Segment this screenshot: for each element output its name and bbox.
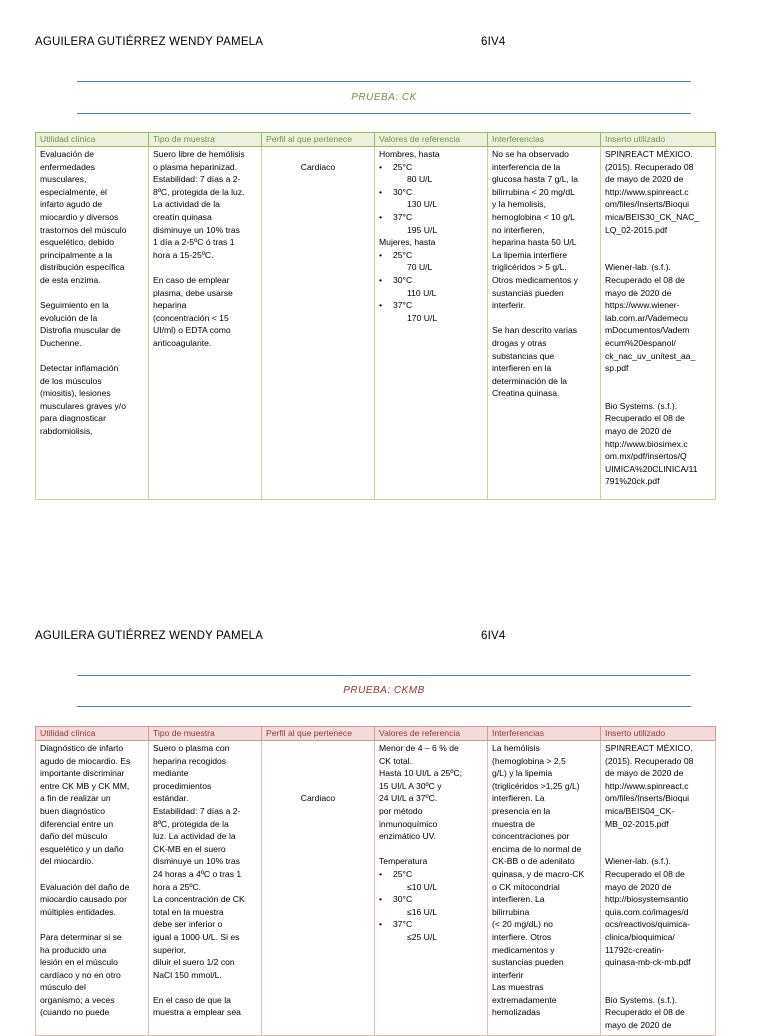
text-line: UI/ml) o EDTA como xyxy=(153,325,231,336)
text-line: Recuperado el 08 de xyxy=(605,1007,685,1018)
test-title: PRUEBA: CK xyxy=(351,92,417,103)
temperature: 37°C xyxy=(393,919,413,930)
text-line: evolución de la xyxy=(40,312,98,323)
column-header: Utilidad clínica xyxy=(36,133,149,147)
reference-label: Temperatura xyxy=(379,856,428,867)
reference-label: Hombres, hasta xyxy=(379,149,440,159)
text-line: http://www.biosimex.c xyxy=(605,438,688,449)
temperature: 30°C xyxy=(393,186,413,197)
text-line: 11792c-creatin- xyxy=(605,944,665,955)
text-line: de los músculos xyxy=(40,375,102,386)
test-title: PRUEBA: CKMB xyxy=(343,685,425,696)
text-line: CK-MB en el suero xyxy=(153,843,226,854)
reference-value: ≤25 U/L xyxy=(407,931,438,942)
text-line: om/files/Inserts/Bioqui xyxy=(605,793,690,804)
reference-value: 110 U/L xyxy=(407,287,437,298)
text-line: 791%20ck.pdf xyxy=(605,476,660,487)
text-line: distribución específica xyxy=(40,262,125,273)
text-line: Recuperado el 08 de xyxy=(605,868,685,879)
text-line: Estabilidad: 7 días a 2- xyxy=(153,174,241,185)
text-line: extremadamente xyxy=(492,994,557,1005)
text-line: mayo de 2020 de xyxy=(605,1020,672,1031)
text-line: http://www.spinreact.c xyxy=(605,780,689,791)
text-line: mica/BEIS30_CK_NAC_ xyxy=(605,211,700,222)
title-rule-bottom xyxy=(77,706,691,707)
text-line: quinasa, y de macro-CK xyxy=(492,868,585,879)
text-line: total en la muestra xyxy=(153,906,224,917)
temperature: 30°C xyxy=(393,894,413,905)
text-line: trastornos del músculo xyxy=(40,224,127,235)
bullet-icon: • xyxy=(379,274,383,285)
text-line: CK total. xyxy=(379,755,412,766)
bullet-item xyxy=(379,274,483,287)
text-line: diferencial entre un xyxy=(40,818,114,829)
text-line: miocardio y diversos xyxy=(40,211,119,222)
title-rule-top xyxy=(77,81,691,82)
text-line: estándar. xyxy=(153,793,189,804)
author-name: AGUILERA GUTIÉRREZ WENDY PAMELA xyxy=(35,630,264,642)
reference-label: Mujeres, hasta xyxy=(379,237,436,248)
text-line: 15 UI/L A 30ºC y xyxy=(379,780,442,791)
bullet-icon: • xyxy=(379,868,383,879)
column-header: Perfil al que pertenece xyxy=(262,727,375,741)
text-line: interferir. xyxy=(492,300,526,311)
reference-value: 130 U/L xyxy=(407,199,438,210)
text-line: hora a 25ºC. xyxy=(153,881,202,892)
text-line: MB_02-2015.pdf xyxy=(605,818,669,829)
reference-values-cell xyxy=(375,741,488,1036)
text-line: entre CK MB y CK MM, xyxy=(40,780,130,791)
reference-value: 170 U/L xyxy=(407,312,438,323)
column-header: Valores de referencia xyxy=(375,727,488,741)
column-header: Utilidad clínica xyxy=(36,727,149,741)
text-line: o plasma heparinizad. xyxy=(153,161,238,172)
clinical-utility-cell xyxy=(36,741,149,1036)
group-code: 6IV4 xyxy=(481,630,506,642)
text-line: La hemólisis xyxy=(492,743,540,753)
text-line: quia.com.co/images/d xyxy=(605,906,689,917)
temperature: 37°C xyxy=(393,211,413,222)
column-header: Perfil al que pertenece xyxy=(262,133,375,147)
profile-cell xyxy=(262,147,375,500)
bullet-item xyxy=(379,893,483,906)
text-line: (hemoglobina > 2,5 xyxy=(492,755,566,766)
bullet-icon: • xyxy=(379,161,383,172)
text-line: muestra a emplear sea xyxy=(153,1007,241,1018)
text-line: sustancias pueden xyxy=(492,287,564,298)
temperature: 25°C xyxy=(393,868,413,879)
temperature: 30°C xyxy=(393,274,413,285)
text-line: o CK mitocondrial xyxy=(492,881,560,892)
text-line: plasma, debe usarse xyxy=(153,287,233,298)
text-line: 1 día a 2-5ºC ó tras 1 xyxy=(153,237,235,248)
text-line: Seguimiento en la xyxy=(40,300,109,311)
text-line: superior, xyxy=(153,944,186,955)
text-line: SPINREACT MÉXICO. xyxy=(605,149,693,159)
text-line: para diagnosticar xyxy=(40,413,106,424)
text-line: La concentración de CK xyxy=(153,894,245,905)
text-line: Las muestras xyxy=(492,982,544,993)
text-line: drogas y otras xyxy=(492,337,547,348)
table-header-row xyxy=(36,727,716,741)
text-line: buen diagnóstico xyxy=(40,805,105,816)
text-line: interfieren. La xyxy=(492,793,545,804)
text-line: disminuye un 10% tras xyxy=(153,224,240,235)
bullet-item xyxy=(379,918,483,931)
text-line: En caso de emplear xyxy=(153,274,230,285)
text-line: enzimático UV. xyxy=(379,831,437,842)
text-line: ha producido una xyxy=(40,944,107,955)
text-line: Estabilidad: 7 días a 2- xyxy=(153,805,241,816)
text-line: La actividad de la xyxy=(153,199,220,210)
text-line: http://www.spinreact.c xyxy=(605,186,689,197)
text-line: Duchenne. xyxy=(40,337,82,348)
text-line: Hasta 10 UI/L a 25ºC; xyxy=(379,768,463,779)
text-line: sustancias pueden xyxy=(492,957,564,968)
text-line: http://biosystemsantio xyxy=(605,894,689,905)
text-line: Diagnóstico de infarto xyxy=(40,743,124,753)
text-line: interferir xyxy=(492,969,524,980)
text-line: interfieren. La xyxy=(492,894,545,905)
text-line: interferencia de la xyxy=(492,161,561,172)
text-line: 8ºC, protegida de la xyxy=(153,818,229,829)
bullet-icon: • xyxy=(379,300,383,311)
text-line: musculares, xyxy=(40,174,87,185)
text-line: miocardio causado por xyxy=(40,894,127,905)
text-line: heparina xyxy=(153,300,187,311)
text-line: cardíaco y no en otro xyxy=(40,969,121,980)
bullet-item xyxy=(379,868,483,881)
text-line: ocs/reactivos/quimica- xyxy=(605,919,691,930)
text-line: concentraciones por xyxy=(492,831,570,842)
text-line: (miositis), lesiones xyxy=(40,388,111,399)
text-line: (2015). Recuperado 08 xyxy=(605,755,694,766)
column-header: Interferencias xyxy=(488,727,601,741)
text-line: Evaluación del daño de xyxy=(40,881,130,892)
text-line: No se ha observado xyxy=(492,149,569,159)
text-line: heparina recogidos xyxy=(153,755,227,766)
text-line: rabdomiolisis, xyxy=(40,426,93,437)
title-rule-top xyxy=(77,675,691,676)
text-line: presencia en la xyxy=(492,805,551,816)
temperature: 37°C xyxy=(393,300,413,311)
table-row xyxy=(36,741,716,1036)
text-line: organismo; a veces xyxy=(40,994,115,1005)
text-line: lesión en el músculo xyxy=(40,957,118,968)
text-line: bilirrubina < 20 mg/dL xyxy=(492,186,575,197)
profile-cell xyxy=(262,741,375,1036)
profile-value: Cardiaco xyxy=(300,161,336,172)
text-line: encima de lo normal de xyxy=(492,843,582,854)
text-line: En el caso de que la xyxy=(153,994,231,1005)
text-line: (triglicéridos >1,25 g/L) xyxy=(492,780,580,791)
bullet-icon: • xyxy=(379,249,383,260)
text-line: Bio Systems. (s.f.). xyxy=(605,994,678,1005)
bullet-item xyxy=(379,299,483,312)
text-line: (2015). Recuperado 08 xyxy=(605,161,694,172)
text-line: de mayo de 2020 de xyxy=(605,768,684,779)
text-line: disminuye un 10% tras xyxy=(153,856,240,867)
text-line: de esta enzima. xyxy=(40,274,101,285)
text-line: medicamentos y xyxy=(492,944,555,955)
text-line: triglicéridos > 5 g/L. xyxy=(492,262,567,273)
text-line: Otros medicamentos y xyxy=(492,274,578,285)
text-line: mayo de 2020 de xyxy=(605,287,672,298)
reference-value: 80 U/L xyxy=(407,174,433,185)
column-header: Interferencias xyxy=(488,133,601,147)
test-table xyxy=(35,132,716,500)
text-line: La lipemia interfiere xyxy=(492,249,567,260)
text-line: creatín quinasa xyxy=(153,211,212,222)
text-line: hemoglobina < 10 g/L xyxy=(492,211,575,222)
reference-values-cell xyxy=(375,147,488,500)
bullet-item xyxy=(379,161,483,174)
column-header: Inserto utilizado xyxy=(601,133,716,147)
text-line: om/files/Inserts/Bioqui xyxy=(605,199,690,210)
interferences-cell xyxy=(488,147,601,500)
text-line: glucosa hasta 7 g/L, la xyxy=(492,174,578,185)
text-line: mayo de 2020 de xyxy=(605,426,672,437)
text-line: esquelético, debido xyxy=(40,237,115,248)
bullet-item xyxy=(379,186,483,199)
text-line: ecum%20espanol/ xyxy=(605,337,676,348)
text-line: Recuperado el 08 de xyxy=(605,413,685,424)
bullet-item xyxy=(379,249,483,262)
text-line: bilirrubina xyxy=(492,906,530,917)
interferences-cell xyxy=(488,741,601,1036)
text-line: músculo del xyxy=(40,982,86,993)
text-line: agudo de miocardio. Es xyxy=(40,755,131,766)
text-line: Suero o plasma con xyxy=(153,743,230,753)
bullet-icon: • xyxy=(379,186,383,197)
text-line: ck_nac_uv_unitest_aa_ xyxy=(605,350,696,361)
text-line: no interfieren, xyxy=(492,224,545,235)
text-line: SPINREACT MÉXICO. xyxy=(605,743,693,753)
text-line: daño del músculo xyxy=(40,831,108,842)
temperature: 25°C xyxy=(393,161,413,172)
text-line: clinica/bioquimica/ xyxy=(605,931,675,942)
group-code: 6IV4 xyxy=(481,36,506,48)
text-line: procedimientos xyxy=(153,780,212,791)
text-line: sp.pdf xyxy=(605,363,629,374)
text-line: luz. La actividad de la xyxy=(153,831,236,842)
clinical-utility-cell xyxy=(36,147,149,500)
text-line: quinasa-mb-ck-mb.pdf xyxy=(605,957,691,968)
reference-value: 70 U/L xyxy=(407,262,433,273)
text-line: hemolizadas xyxy=(492,1007,541,1018)
text-line: anticoagulante. xyxy=(153,337,212,348)
text-line: infarto agudo de xyxy=(40,199,103,210)
text-line: interfieren en la xyxy=(492,363,552,374)
bullet-item xyxy=(379,211,483,224)
text-line: (< 20 mg/dL) no xyxy=(492,919,553,930)
text-line: Menor de 4 – 6 % de xyxy=(379,743,459,753)
text-line: Bio Systems. (s.f.). xyxy=(605,400,678,411)
table-row xyxy=(36,147,716,500)
text-line: importante discriminar xyxy=(40,768,125,779)
reference-value: 195 U/L xyxy=(407,224,438,235)
text-line: Wiener-lab. (s.f.). xyxy=(605,856,671,867)
author-name: AGUILERA GUTIÉRREZ WENDY PAMELA xyxy=(35,36,264,48)
text-line: musculares graves y/o xyxy=(40,400,126,411)
text-line: muestra de xyxy=(492,818,535,829)
sample-type-cell xyxy=(149,741,262,1036)
text-line: igual a 1000 U/L. Si es xyxy=(153,931,240,942)
text-line: g/L) y la lipemia xyxy=(492,768,553,779)
text-line: múltiples entidades. xyxy=(40,906,116,917)
text-line: a fin de realizar un xyxy=(40,793,111,804)
text-line: esquelético y un daño xyxy=(40,843,124,854)
text-line: especialmente, el xyxy=(40,186,107,197)
column-header: Tipo de muestra xyxy=(149,727,262,741)
text-line: NaCl 150 mmol/L. xyxy=(153,969,222,980)
column-header: Inserto utilizado xyxy=(601,727,716,741)
text-line: LQ_02-2015.pdf xyxy=(605,224,668,235)
column-header: Tipo de muestra xyxy=(149,133,262,147)
text-line: Suero libre de hemólisis xyxy=(153,149,245,159)
text-line: https://www.wiener- xyxy=(605,300,680,311)
text-line: mediante xyxy=(153,768,189,779)
reference-value: ≤10 U/L xyxy=(407,881,438,892)
text-line: Wiener-lab. (s.f.). xyxy=(605,262,671,273)
text-line: om.mx/pdf/insertos/Q xyxy=(605,451,687,462)
insert-cell xyxy=(601,147,716,500)
text-line: UIMICA%20CLINICA/11 xyxy=(605,463,698,474)
text-line: 24 UI/L a 37ºC. xyxy=(379,793,438,804)
text-line: (cuando no puede xyxy=(40,1007,110,1018)
text-line: 24 horas a 4ºC o tras 1 xyxy=(153,868,242,879)
profile-value: Cardiaco xyxy=(300,793,336,804)
text-line: diluir el suero 1/2 con xyxy=(153,957,235,968)
bullet-icon: • xyxy=(379,211,383,222)
text-line: hora a 15-25ºC. xyxy=(153,249,214,260)
text-line: y la hemolisis, xyxy=(492,199,546,210)
text-line: 8ºC, protegida de la luz. xyxy=(153,186,245,197)
temperature: 25°C xyxy=(393,249,413,260)
text-line: del miocardio. xyxy=(40,856,94,867)
insert-cell xyxy=(601,741,716,1036)
text-line: mica/BEIS04_CK- xyxy=(605,805,675,816)
text-line: interfiere. Otros xyxy=(492,931,552,942)
column-header: Valores de referencia xyxy=(375,133,488,147)
text-line: principalmente a la xyxy=(40,249,113,260)
sample-type-cell xyxy=(149,147,262,500)
text-line: Para determinar si se xyxy=(40,931,122,942)
text-line: Distrofia muscular de xyxy=(40,325,121,336)
bullet-icon: • xyxy=(379,894,383,905)
table-header-row xyxy=(36,133,716,147)
test-table xyxy=(35,726,716,1036)
text-line: Se han descrito varias xyxy=(492,325,578,336)
reference-value: ≤16 U/L xyxy=(407,906,438,917)
text-line: enfermedades xyxy=(40,161,95,172)
title-rule-bottom xyxy=(77,113,691,114)
text-line: debe ser inferior o xyxy=(153,919,223,930)
text-line: CK-BB o de adenilato xyxy=(492,856,575,867)
text-line: Detectar inflamación xyxy=(40,363,119,374)
text-line: lab.com.ar/Vademecu xyxy=(605,312,688,323)
text-line: inmunoquímico xyxy=(379,818,438,829)
text-line: Evaluación de xyxy=(40,149,94,159)
bullet-icon: • xyxy=(379,919,383,930)
text-line: Recuperado el 08 de xyxy=(605,274,685,285)
text-line: mDocumentos/Vadem xyxy=(605,325,690,336)
text-line: heparina hasta 50 U/L xyxy=(492,237,577,248)
text-line: substancias que xyxy=(492,350,555,361)
text-line: (concentración < 15 xyxy=(153,312,229,323)
text-line: determinación de la xyxy=(492,375,568,386)
text-line: por método xyxy=(379,805,423,816)
text-line: mayo de 2020 de xyxy=(605,881,672,892)
text-line: de mayo de 2020 de xyxy=(605,174,684,185)
text-line: Creatina quinasa. xyxy=(492,388,560,399)
